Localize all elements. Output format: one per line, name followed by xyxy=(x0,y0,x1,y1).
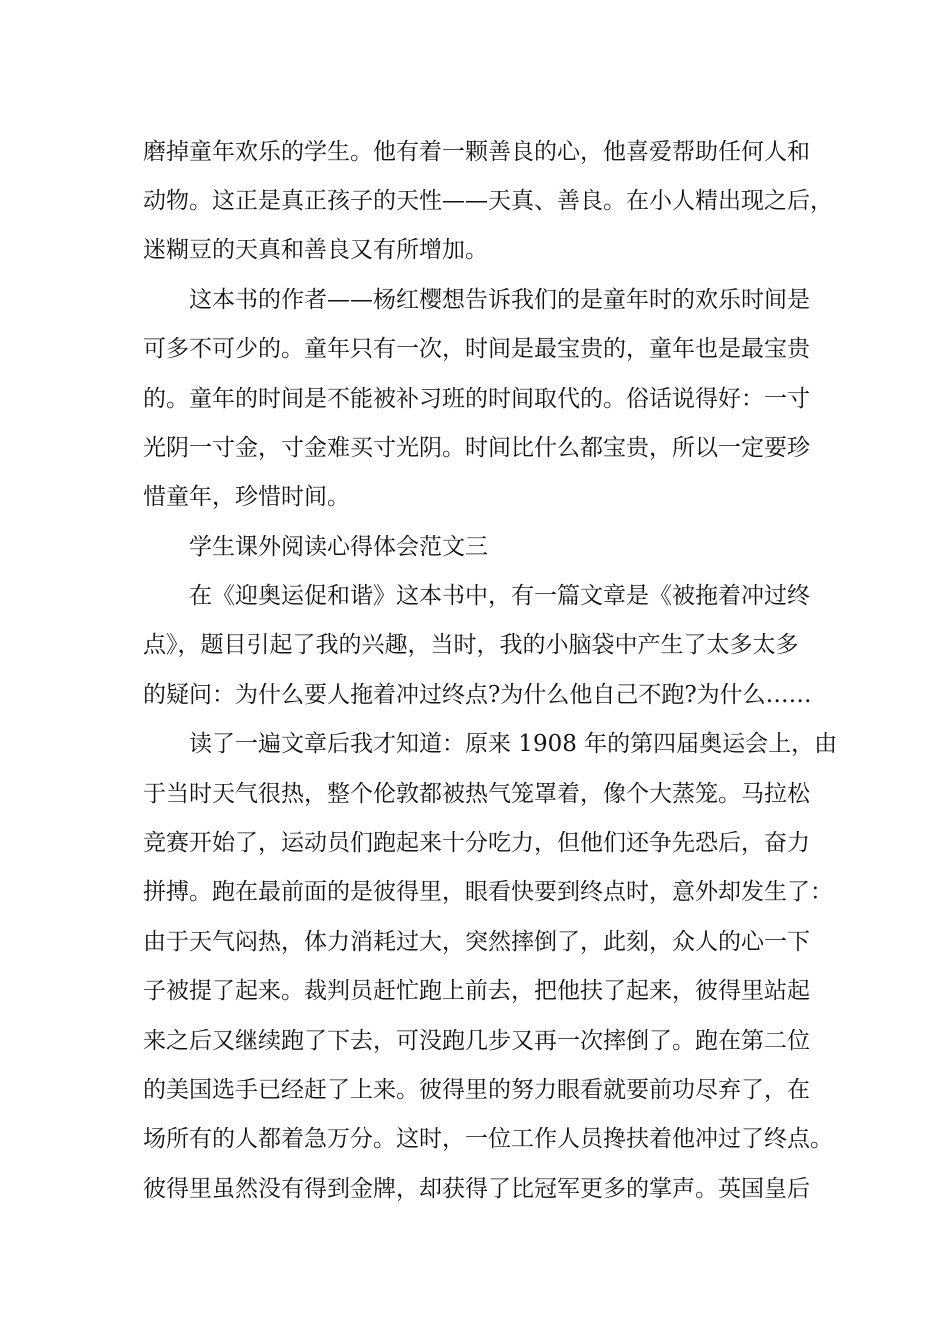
text-line: 磨掉童年欢乐的学生。他有着一颗善良的心，他喜爱帮助任何人和 xyxy=(143,139,810,165)
text-line: 子被提了起来。裁判员赶忙跑上前去，把他扶了起来，彼得里站起 xyxy=(143,978,810,1004)
text-line: 由于天气闷热，体力消耗过大，突然摔倒了，此刻，众人的心一下 xyxy=(143,929,810,955)
text-line: 竞赛开始了，运动员们跑起来十分吃力，但他们还争先恐后，奋力 xyxy=(143,830,810,856)
text-line: 点》，题目引起了我的兴趣，当时，我的小脑袋中产生了太多太多 xyxy=(143,632,799,658)
section-heading: 学生课外阅读心得体会范文三 xyxy=(189,534,488,560)
paragraph-start-line: 读了一遍文章后我才知道：原来 1908 年的第四届奥运会上，由 xyxy=(189,731,838,757)
text-line: 的。童年的时间是不能被补习班的时间取代的。俗话说得好：一寸 xyxy=(143,386,810,412)
text-line: 的疑问：为什么要人拖着冲过终点?为什么他自己不跑?为什么…… xyxy=(143,682,812,708)
paragraph-start-line: 这本书的作者——杨红樱想告诉我们的是童年时的欢乐时间是 xyxy=(189,287,810,313)
text-line: 于当时天气很热，整个伦敦都被热气笼罩着，像个大蒸笼。马拉松 xyxy=(143,781,810,807)
text-line: 动物。这正是真正孩子的天性——天真、善良。在小人精出现之后， xyxy=(143,188,833,214)
text-line: 拼搏。跑在最前面的是彼得里，眼看快要到终点时，意外却发生了： xyxy=(143,879,833,905)
text-line: 场所有的人都着急万分。这时，一位工作人员搀扶着他冲过了终点。 xyxy=(143,1126,833,1152)
text-line: 惜童年，珍惜时间。 xyxy=(143,484,350,510)
text-line: 光阴一寸金，寸金难买寸光阴。时间比什么都宝贵，所以一定要珍 xyxy=(143,435,810,461)
text-line: 迷糊豆的天真和善良又有所增加。 xyxy=(143,237,488,263)
text-line: 彼得里虽然没有得到金牌，却获得了比冠军更多的掌声。英国皇后 xyxy=(143,1176,810,1202)
text-line: 的美国选手已经赶了上来。彼得里的努力眼看就要前功尽弃了，在 xyxy=(143,1077,810,1103)
text-line: 来之后又继续跑了下去，可没跑几步又再一次摔倒了。跑在第二位 xyxy=(143,1028,810,1054)
text-line: 可多不可少的。童年只有一次，时间是最宝贵的，童年也是最宝贵 xyxy=(143,336,810,362)
paragraph-start-line: 在《迎奥运促和谐》这本书中，有一篇文章是《被拖着冲过终 xyxy=(189,583,810,609)
